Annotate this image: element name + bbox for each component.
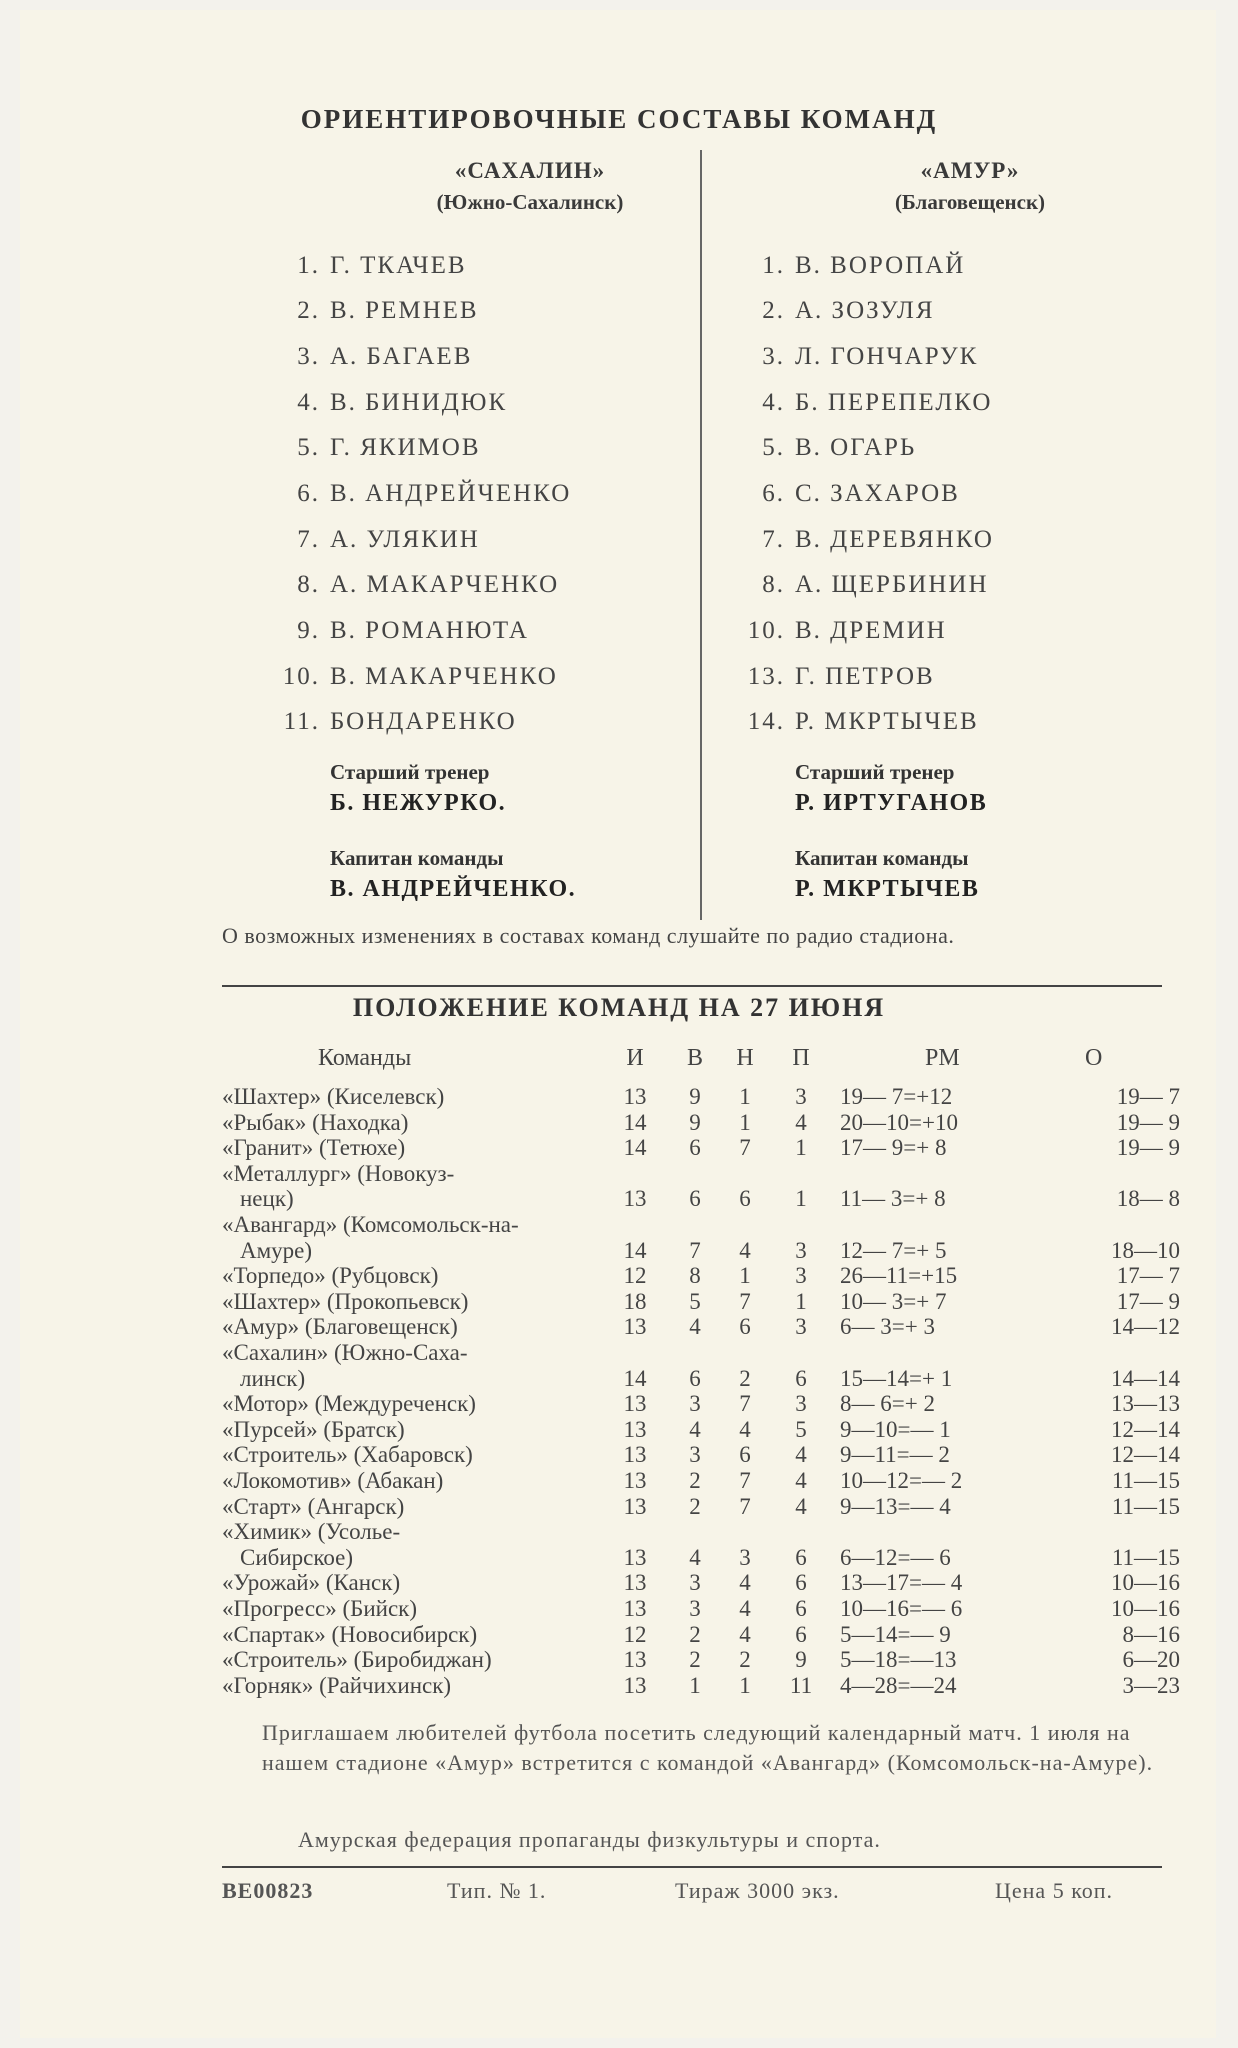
cell-losses: 1 <box>795 1186 807 1212</box>
cell-goals: 6— 3=+ 3 <box>840 1314 935 1340</box>
cell-points: 18—10 <box>1111 1237 1180 1263</box>
cell-losses: 4 <box>795 1442 807 1468</box>
table-row <box>0 1570 1238 1596</box>
cell-games: 13 <box>623 1544 647 1570</box>
team-left-player <box>272 708 517 736</box>
cell-points: 11—15 <box>1111 1544 1180 1570</box>
cell-points: 17— 7 <box>1116 1263 1180 1289</box>
standings-header <box>0 1045 1238 1071</box>
team-left-player <box>272 480 571 508</box>
player-name: В. РЕМНЕВ <box>330 297 479 324</box>
table-row <box>0 1494 1238 1520</box>
cell-draws: 4 <box>739 1621 751 1647</box>
header-wins: В <box>686 1045 703 1071</box>
cell-points: 11—15 <box>1111 1468 1180 1493</box>
table-row <box>0 1289 1238 1315</box>
table-row <box>0 1366 1238 1392</box>
team-left-player <box>272 434 481 462</box>
cell-games: 13 <box>623 1186 647 1212</box>
cell-games: 14 <box>623 1109 647 1135</box>
cell-points: 19— 9 <box>1116 1135 1180 1161</box>
table-row <box>0 1161 1238 1187</box>
team-left-player <box>272 389 507 417</box>
cell-draws: 7 <box>739 1135 751 1161</box>
player-number: 1. <box>297 252 320 279</box>
cell-wins: 9 <box>689 1109 701 1135</box>
cell-team-name: «Металлург» (Новокуз- <box>222 1160 455 1186</box>
cell-team-name: «Локомотив» (Абакан) <box>222 1468 444 1493</box>
cell-wins: 5 <box>689 1288 701 1314</box>
player-name: В. БИНИДЮК <box>330 389 508 416</box>
player-number: 9. <box>297 617 320 644</box>
team-right-player <box>737 297 935 325</box>
player-name: А. УЛЯКИН <box>330 526 480 553</box>
cell-team-name: «Авангард» (Комсомольск-на- <box>222 1212 519 1237</box>
cell-points: 19— 9 <box>1116 1109 1180 1135</box>
cell-team-name: «Прогресс» (Бийск) <box>222 1596 418 1621</box>
cell-goals: 26—11=+15 <box>840 1263 958 1289</box>
player-number: 5. <box>762 434 785 461</box>
cell-losses: 3 <box>795 1314 807 1340</box>
cell-team-name: «Химик» (Усолье- <box>222 1519 401 1545</box>
cell-team-name: «Мотор» (Междуреченск) <box>222 1391 476 1417</box>
cell-wins: 2 <box>689 1621 701 1647</box>
cell-wins: 7 <box>689 1237 701 1263</box>
team-left-player <box>272 343 472 371</box>
player-name: С. ЗАХАРОВ <box>795 480 960 507</box>
table-row <box>0 1596 1238 1622</box>
player-number: 4. <box>762 389 785 416</box>
cell-goals: 10—12=— 2 <box>840 1468 963 1493</box>
cell-losses: 1 <box>795 1288 807 1314</box>
cell-team-name: «Спартак» (Новосибирск) <box>222 1621 478 1647</box>
player-number: 7. <box>297 526 320 553</box>
cell-losses: 3 <box>795 1263 807 1289</box>
cell-points: 12—14 <box>1111 1416 1180 1442</box>
team-right-player <box>737 343 978 371</box>
team-left-captain-label: Капитан команды <box>330 846 504 870</box>
player-number: 3. <box>762 343 785 370</box>
cell-points: 13—13 <box>1111 1391 1180 1417</box>
cell-games: 14 <box>623 1135 647 1161</box>
team-left-player <box>272 252 467 280</box>
cell-losses: 4 <box>795 1109 807 1135</box>
cell-games: 13 <box>623 1672 647 1698</box>
player-name: Р. МКРТЫЧЕВ <box>795 708 979 735</box>
player-name: В. РОМАНЮТА <box>330 617 529 644</box>
header-games: И <box>626 1045 644 1071</box>
player-name: В. МАКАРЧЕНКО <box>330 663 558 690</box>
team-right-player <box>737 252 965 280</box>
player-number: 2. <box>762 297 785 324</box>
cell-goals: 10—16=— 6 <box>840 1596 963 1621</box>
player-name: Г. ЯКИМОВ <box>330 434 481 461</box>
team-right-captain-label: Капитан команды <box>795 846 969 870</box>
team-right-player <box>737 663 935 691</box>
cell-team-name: «Шахтер» (Киселевск) <box>222 1084 445 1109</box>
cell-points: 17— 9 <box>1116 1288 1180 1314</box>
cell-goals: 9—10=— 1 <box>840 1416 951 1442</box>
cell-losses: 5 <box>795 1416 807 1442</box>
team-left-player <box>272 297 479 325</box>
player-name: В. ВОРОПАЙ <box>795 252 966 279</box>
table-row <box>0 1417 1238 1443</box>
cell-team-name: Амуре) <box>240 1237 313 1263</box>
player-number: 10. <box>282 663 320 690</box>
table-row <box>0 1135 1238 1161</box>
cell-points: 14—14 <box>1111 1365 1180 1391</box>
player-number: 6. <box>762 480 785 507</box>
player-number: 8. <box>762 571 785 598</box>
cell-goals: 12— 7=+ 5 <box>840 1237 947 1263</box>
cell-draws: 1 <box>739 1109 751 1135</box>
cell-wins: 8 <box>689 1263 701 1289</box>
player-number: 6. <box>297 480 320 507</box>
cell-games: 13 <box>623 1570 647 1596</box>
cell-team-name: «Старт» (Ангарск) <box>222 1493 405 1519</box>
team-right-player <box>737 480 960 508</box>
team-right-player <box>737 434 916 462</box>
player-name: Б. ПЕРЕПЕЛКО <box>795 389 993 416</box>
cell-losses: 4 <box>795 1493 807 1519</box>
table-row <box>0 1391 1238 1417</box>
table-row <box>0 1468 1238 1494</box>
team-left-coach: Б. НЕЖУРКО. <box>330 790 507 816</box>
cell-team-name: «Урожай» (Канск) <box>222 1570 401 1596</box>
cell-goals: 5—18=—13 <box>840 1647 957 1673</box>
cell-wins: 6 <box>689 1365 701 1391</box>
cell-draws: 7 <box>739 1288 751 1314</box>
team-left-captain: В. АНДРЕЙЧЕНКО. <box>330 876 577 902</box>
cell-wins: 3 <box>689 1596 701 1621</box>
cell-games: 13 <box>623 1442 647 1468</box>
cell-points: 14—12 <box>1111 1314 1180 1340</box>
cell-losses: 6 <box>795 1621 807 1647</box>
cell-goals: 5—14=— 9 <box>840 1621 951 1647</box>
player-name: Г. ПЕТРОВ <box>795 663 935 690</box>
cell-team-name: нецк) <box>240 1186 294 1212</box>
player-name: А. МАКАРЧЕНКО <box>330 571 560 598</box>
team-left-player <box>272 526 480 554</box>
cell-goals: 11— 3=+ 8 <box>840 1186 946 1212</box>
cell-games: 13 <box>623 1596 647 1621</box>
cell-goals: 19— 7=+12 <box>840 1084 953 1109</box>
table-row <box>0 1238 1238 1264</box>
table-row <box>0 1084 1238 1110</box>
table-row <box>0 1673 1238 1699</box>
cell-games: 14 <box>623 1365 647 1391</box>
team-left-player <box>272 571 559 599</box>
player-number: 11. <box>283 708 320 735</box>
cell-wins: 1 <box>689 1672 701 1698</box>
team-right-city: (Благовещенск) <box>894 190 1046 214</box>
cell-draws: 4 <box>739 1570 751 1596</box>
cell-draws: 6 <box>739 1314 751 1340</box>
cell-goals: 15—14=+ 1 <box>840 1365 953 1391</box>
print-code: ВЕ00823 <box>222 1878 314 1903</box>
player-number: 13. <box>747 663 785 690</box>
cell-wins: 4 <box>689 1544 701 1570</box>
table-row <box>0 1110 1238 1136</box>
cell-draws: 7 <box>739 1391 751 1417</box>
cell-wins: 4 <box>689 1416 701 1442</box>
cell-points: 3—23 <box>1122 1672 1180 1698</box>
player-number: 14. <box>747 708 785 735</box>
header-draws: Н <box>736 1045 754 1071</box>
cell-games: 18 <box>623 1288 647 1314</box>
header-goals: РМ <box>925 1045 960 1071</box>
cell-games: 13 <box>623 1493 647 1519</box>
cell-games: 13 <box>623 1314 647 1340</box>
team-right-captain: Р. МКРТЫЧЕВ <box>795 876 980 902</box>
cell-points: 12—14 <box>1111 1442 1180 1468</box>
cell-team-name: «Пурсей» (Братск) <box>222 1416 405 1442</box>
player-name: В. ОГАРЬ <box>795 434 917 461</box>
cell-goals: 10— 3=+ 7 <box>840 1288 947 1314</box>
team-right-coach-label: Старший тренер <box>795 760 955 784</box>
cell-wins: 6 <box>689 1186 701 1212</box>
team-left-city: (Южно-Сахалинск) <box>436 190 624 214</box>
player-number: 3. <box>297 343 320 370</box>
cell-goals: 9—11=— 2 <box>840 1442 950 1468</box>
player-number: 1. <box>762 252 785 279</box>
cell-games: 14 <box>623 1237 647 1263</box>
team-right-player <box>737 708 979 736</box>
cell-draws: 3 <box>739 1544 751 1570</box>
player-name: А. ЩЕРБИНИН <box>795 571 989 598</box>
cell-team-name: «Строитель» (Биробиджан) <box>222 1647 492 1673</box>
table-row <box>0 1263 1238 1289</box>
cell-team-name: «Сахалин» (Южно-Саха- <box>222 1340 468 1365</box>
player-name: А. БАГАЕВ <box>330 343 473 370</box>
column-divider <box>700 150 702 920</box>
team-left-name: «САХАЛИН» <box>454 158 606 183</box>
cell-games: 13 <box>623 1647 647 1673</box>
cell-goals: 13—17=— 4 <box>840 1570 963 1596</box>
cell-draws: 6 <box>739 1442 751 1468</box>
cell-wins: 4 <box>689 1314 701 1340</box>
team-left-player <box>272 663 558 691</box>
page-title: ОРИЕНТИРОВОЧНЫЕ СОСТАВЫ КОМАНД <box>300 104 938 134</box>
table-row <box>0 1622 1238 1648</box>
cell-goals: 8— 6=+ 2 <box>840 1391 935 1417</box>
cell-losses: 6 <box>795 1596 807 1621</box>
cell-games: 13 <box>623 1391 647 1417</box>
cell-games: 13 <box>623 1416 647 1442</box>
team-right-coach: Р. ИРТУГАНОВ <box>795 790 988 816</box>
cell-wins: 2 <box>689 1647 701 1673</box>
cell-wins: 3 <box>689 1570 701 1596</box>
cell-losses: 3 <box>795 1237 807 1263</box>
table-row <box>0 1519 1238 1545</box>
cell-wins: 2 <box>689 1493 701 1519</box>
price: Цена 5 коп. <box>995 1878 1114 1903</box>
player-name: В. АНДРЕЙЧЕНКО <box>330 480 572 507</box>
cell-draws: 4 <box>739 1237 751 1263</box>
cell-draws: 7 <box>739 1468 751 1493</box>
player-number: 7. <box>762 526 785 553</box>
table-row <box>0 1314 1238 1340</box>
table-row <box>0 1340 1238 1366</box>
team-right-name: «АМУР» <box>920 158 1020 183</box>
print-shop: Тип. № 1. <box>447 1878 547 1903</box>
table-row <box>0 1647 1238 1673</box>
cell-draws: 1 <box>739 1263 751 1289</box>
cell-points: 8—16 <box>1122 1621 1180 1647</box>
player-number: 8. <box>297 571 320 598</box>
cell-games: 12 <box>623 1263 647 1289</box>
section-divider <box>222 985 1162 987</box>
player-name: А. ЗОЗУЛЯ <box>795 297 935 324</box>
table-row <box>0 1442 1238 1468</box>
header-losses: П <box>792 1045 810 1071</box>
cell-points: 10—16 <box>1111 1570 1180 1596</box>
cell-goals: 17— 9=+ 8 <box>840 1135 947 1161</box>
cell-team-name: линск) <box>240 1365 306 1391</box>
cell-losses: 11 <box>789 1672 813 1698</box>
cell-points: 18— 8 <box>1116 1186 1180 1212</box>
cell-losses: 6 <box>795 1544 807 1570</box>
print-run: Тираж 3000 экз. <box>675 1878 840 1903</box>
cell-losses: 6 <box>795 1365 807 1391</box>
cell-team-name: «Торпедо» (Рубцовск) <box>222 1263 439 1289</box>
team-right-player <box>737 389 992 417</box>
cell-losses: 3 <box>795 1391 807 1417</box>
cell-points: 6—20 <box>1122 1647 1180 1673</box>
cell-goals: 9—13=— 4 <box>840 1493 951 1519</box>
standings-title: ПОЛОЖЕНИЕ КОМАНД НА 27 ИЮНЯ <box>352 993 886 1022</box>
cell-losses: 9 <box>795 1647 807 1673</box>
player-number: 2. <box>297 297 320 324</box>
cell-draws: 4 <box>739 1596 751 1621</box>
cell-points: 11—15 <box>1111 1493 1180 1519</box>
cell-points: 10—16 <box>1111 1596 1180 1621</box>
cell-team-name: «Горняк» (Райчихинск) <box>222 1672 452 1698</box>
cell-wins: 3 <box>689 1442 701 1468</box>
cell-draws: 6 <box>739 1186 751 1212</box>
cell-draws: 2 <box>739 1365 751 1391</box>
cell-draws: 2 <box>739 1647 751 1673</box>
player-number: 5. <box>297 434 320 461</box>
cell-draws: 1 <box>739 1672 751 1698</box>
cell-draws: 7 <box>739 1493 751 1519</box>
player-number: 4. <box>297 389 320 416</box>
table-row <box>0 1186 1238 1212</box>
cell-team-name: Сибирское) <box>240 1544 354 1570</box>
cell-wins: 2 <box>689 1468 701 1493</box>
cell-games: 12 <box>623 1621 647 1647</box>
cell-points: 19— 7 <box>1116 1084 1180 1109</box>
team-right-player <box>737 617 947 645</box>
cell-losses: 1 <box>795 1135 807 1161</box>
cell-goals: 6—12=— 6 <box>840 1544 951 1570</box>
header-teams: Команды <box>318 1045 412 1071</box>
cell-team-name: «Шахтер» (Прокопьевск) <box>222 1288 469 1314</box>
player-name: Г. ТКАЧЕВ <box>330 252 467 279</box>
cell-wins: 9 <box>689 1084 701 1109</box>
footer-divider <box>222 1866 1162 1868</box>
cell-goals: 20—10=+10 <box>840 1109 958 1135</box>
table-row <box>0 1545 1238 1571</box>
team-right-player <box>737 526 994 554</box>
cell-team-name: «Амур» (Благовещенск) <box>222 1314 458 1340</box>
cell-games: 13 <box>623 1084 647 1109</box>
cell-team-name: «Строитель» (Хабаровск) <box>222 1442 473 1468</box>
next-match-invite: Приглашаем любителей футбола посетить следующий календарный матч. 1 июля на нашем стадионе «Амур» встретится с командой «Авангард» (Комсомольск-на-Амуре). <box>262 1720 1154 1775</box>
cell-wins: 3 <box>689 1391 701 1417</box>
team-left-coach-label: Старший тренер <box>330 760 490 784</box>
cell-draws: 1 <box>739 1084 751 1109</box>
lineup-change-note: О возможных изменениях в составах команд слушайте по радио стадиона. <box>222 923 955 948</box>
player-number: 10. <box>747 617 785 644</box>
cell-draws: 4 <box>739 1416 751 1442</box>
cell-team-name: «Гранит» (Тетюхе) <box>222 1135 406 1161</box>
player-name: БОНДАРЕНКО <box>330 708 517 735</box>
cell-games: 13 <box>623 1468 647 1493</box>
player-name: Л. ГОНЧАРУК <box>795 343 979 370</box>
team-left-player <box>272 617 529 645</box>
cell-losses: 6 <box>795 1570 807 1596</box>
header-points: О <box>1085 1045 1103 1071</box>
player-name: В. ДРЕМИН <box>795 617 947 644</box>
team-right-player <box>737 571 989 599</box>
player-name: В. ДЕРЕВЯНКО <box>795 526 994 553</box>
cell-losses: 3 <box>795 1084 807 1109</box>
cell-team-name: «Рыбак» (Находка) <box>222 1109 409 1135</box>
federation-line: Амурская федерация пропаганды физкультуры и спорта. <box>298 1827 881 1852</box>
cell-losses: 4 <box>795 1468 807 1493</box>
cell-goals: 4—28=—24 <box>840 1672 957 1698</box>
cell-wins: 6 <box>689 1135 701 1161</box>
table-row <box>0 1212 1238 1238</box>
